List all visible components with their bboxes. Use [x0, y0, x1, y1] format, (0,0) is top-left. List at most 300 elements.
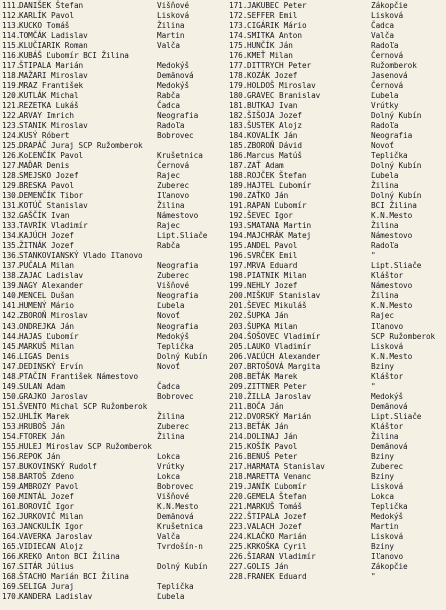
entry-number: 118. — [2, 71, 21, 81]
entry-number: 122. — [2, 111, 21, 121]
club-name: Neografia — [157, 111, 199, 121]
entry-number: 207. — [229, 361, 248, 371]
participant-name: HARMATA Stanislav — [247, 461, 325, 471]
club-name: Dolný Kubín — [157, 561, 208, 571]
club-name: Kláštor — [371, 271, 404, 281]
club-name: Neografia — [371, 131, 413, 141]
entry-number: 169. — [2, 581, 21, 591]
list-item — [0, 452, 228, 462]
entry-number: 227. — [229, 561, 248, 571]
club-name: Lisková — [157, 11, 190, 21]
participant-name: LAUKO Vladimír — [247, 341, 312, 351]
list-item — [0, 11, 228, 21]
participant-name: SITÁR Július — [19, 561, 74, 571]
list-item — [229, 251, 446, 261]
entry-number: 164. — [2, 531, 21, 541]
entry-number: 140. — [2, 291, 21, 301]
participant-name: ŠTIPALA Jozef — [247, 511, 307, 521]
participant-name: CIGÁRIK Mário — [247, 21, 307, 31]
list-item — [0, 362, 228, 372]
participant-name: JAKUBEC Peter — [247, 1, 307, 10]
club-name: Námestovo — [157, 211, 199, 221]
club-name: Demänová — [371, 441, 408, 451]
list-item — [229, 101, 446, 111]
club-name: Lisková — [371, 481, 404, 491]
club-name: Bziny — [371, 361, 394, 371]
club-name: Lipt.Sliače — [157, 231, 208, 241]
participant-name: MAŽARI Miroslav — [19, 71, 88, 81]
participant-name: KAJÚCH Jozef — [19, 231, 74, 241]
participant-name: JANÍK Ľubomír — [247, 481, 307, 491]
participant-name: KUSÝ Róbert — [19, 131, 70, 141]
list-item — [0, 291, 228, 301]
club-name: Zuberec — [371, 461, 404, 471]
participant-name: GRAJKO Jaroslav — [19, 391, 88, 401]
list-item — [229, 231, 446, 241]
club-name: Radoľa — [371, 41, 399, 51]
list-item — [0, 81, 228, 91]
participant-name: JANCKULÍK Igor — [19, 521, 84, 531]
club-name: Tvrdošín-n — [157, 541, 203, 551]
participant-name: BEŤÁK Ján — [247, 421, 289, 431]
participant-name: UHLÍK Marek — [19, 411, 70, 421]
list-item — [229, 111, 446, 121]
entry-number: 152. — [2, 411, 21, 421]
participant-name: DANIŠEK Štefan — [19, 1, 84, 10]
club-name: Dolný Kubín — [371, 191, 422, 201]
club-name: Višňové — [157, 491, 190, 501]
list-item — [0, 71, 228, 81]
entry-number: 179. — [229, 81, 248, 91]
participant-name: KLAČKO Marián — [247, 531, 307, 541]
participant-name: GOLIS Ján — [247, 561, 289, 571]
club-name: " — [371, 571, 376, 581]
list-item — [229, 472, 446, 482]
club-name: Zákopčie — [371, 1, 408, 10]
entry-number: 199. — [229, 281, 248, 291]
club-name: Námestovo — [371, 281, 413, 291]
list-item — [0, 161, 228, 171]
club-name: Čadca — [371, 21, 394, 31]
list-item — [0, 382, 228, 392]
entry-number: 160. — [2, 491, 21, 501]
entry-number: 200. — [229, 291, 248, 301]
list-item — [229, 542, 446, 552]
participant-name: BARTOŠ Zdeno — [19, 471, 74, 481]
list-item — [229, 271, 446, 281]
club-name: Námestovo — [371, 231, 413, 241]
list-item — [229, 71, 446, 81]
entry-number: 162. — [2, 511, 21, 521]
participant-name: ŽILLA Jaroslav — [247, 391, 312, 401]
list-item — [0, 241, 228, 251]
entry-number: 185. — [229, 141, 248, 151]
participant-name: BOČA Ján — [247, 401, 284, 411]
entry-number: 146. — [2, 351, 21, 361]
list-item — [0, 251, 228, 261]
club-name: Neografia — [157, 291, 199, 301]
participant-name: SMEJSKO Jozef — [19, 171, 79, 181]
participant-name: ANDEL Pavol — [247, 241, 298, 251]
list-item — [0, 342, 228, 352]
list-item — [229, 11, 446, 21]
club-name: Rajec — [157, 171, 180, 181]
club-name: Demänová — [371, 401, 408, 411]
entry-number: 177. — [229, 61, 248, 71]
entry-number: 151. — [2, 401, 21, 411]
participant-name: KRKOŠKA Cyril — [247, 541, 307, 551]
participant-name: DITTRYCH Peter — [247, 61, 312, 71]
club-name: K.N.Mesto — [157, 501, 199, 511]
club-name: Krušetnica — [157, 521, 203, 531]
entry-number: 138. — [2, 271, 21, 281]
list-item — [0, 101, 228, 111]
list-item — [229, 91, 446, 101]
list-item — [0, 281, 228, 291]
club-name: Zákopčie — [371, 561, 408, 571]
entry-number: 206. — [229, 351, 248, 361]
list-item — [229, 221, 446, 231]
participant-name: SULAN Adam — [19, 381, 65, 391]
list-item — [229, 291, 446, 301]
club-name: Zuberec — [157, 421, 190, 431]
entry-number: 143. — [2, 321, 21, 331]
entry-number: 226. — [229, 551, 248, 561]
entry-number: 121. — [2, 101, 21, 111]
club-name: Ľubela — [157, 591, 185, 601]
list-item — [0, 121, 228, 131]
entry-number: 209. — [229, 381, 248, 391]
list-item — [0, 592, 228, 602]
entry-number: 182. — [229, 111, 248, 121]
entry-number: 163. — [2, 521, 21, 531]
club-name: Medokýš — [371, 511, 404, 521]
club-name: Radoľa — [371, 241, 399, 251]
list-item — [0, 322, 228, 332]
list-item — [229, 141, 446, 151]
participant-name: BENUŠ Peter — [247, 451, 298, 461]
entry-number: 219. — [229, 481, 248, 491]
entry-number: 112. — [2, 11, 21, 21]
club-name: Žilina — [157, 21, 185, 31]
participant-name: GEMELA Štefan — [247, 491, 307, 501]
club-name: Lisková — [371, 11, 404, 21]
club-name: Neografia — [157, 261, 199, 271]
list-item — [0, 141, 228, 151]
entry-number: 216. — [229, 451, 248, 461]
entry-number: 125. — [2, 141, 21, 151]
list-item — [229, 61, 446, 71]
participant-name: KUTLÁK Michal — [19, 91, 79, 101]
club-name: BCI Žilina — [371, 201, 417, 211]
participant-name: ŠIARAN Vladimír — [247, 551, 316, 561]
participant-name: AMBROZY Pavol — [19, 481, 79, 491]
club-name: Valča — [157, 41, 180, 51]
participant-name: ŠUPKA Milan — [247, 321, 298, 331]
participant-name: BOROVIČ Igor — [19, 501, 74, 511]
participant-name: PTAČIN František Námestovo — [19, 371, 139, 381]
list-item — [229, 492, 446, 502]
list-item — [229, 432, 446, 442]
list-item — [0, 422, 228, 432]
entry-number: 195. — [229, 241, 248, 251]
participant-name: REZETKA Lukáš — [19, 101, 79, 111]
list-item — [0, 51, 228, 61]
list-item — [0, 392, 228, 402]
list-item — [0, 492, 228, 502]
entry-number: 153. — [2, 421, 21, 431]
participant-name: KLUČIARIK Roman — [19, 41, 88, 51]
club-name: Rajec — [371, 311, 394, 321]
entry-number: 124. — [2, 131, 21, 141]
list-item — [229, 281, 446, 291]
list-item — [229, 131, 446, 141]
participant-name: MENCEL Dušan — [19, 291, 74, 301]
list-item — [229, 402, 446, 412]
club-name: Medokýš — [371, 391, 404, 401]
list-item — [229, 51, 446, 61]
participant-name: HOLDOŠ Miroslav — [247, 81, 316, 91]
list-item — [0, 41, 228, 51]
participant-name: ŠIŠOJA Jozef — [247, 111, 302, 121]
entry-number: 114. — [2, 31, 21, 41]
participant-name: BUTKAJ Ivan — [247, 101, 298, 111]
entry-number: 224. — [229, 531, 248, 541]
list-item — [229, 552, 446, 562]
entry-number: 137. — [2, 261, 21, 271]
entry-number: 192. — [229, 211, 248, 221]
club-name: Iľanovo — [371, 551, 404, 561]
participant-name: PIATNIK Milan — [247, 271, 307, 281]
entry-number: 181. — [229, 101, 248, 111]
club-name: SCP Ružomberok — [371, 331, 436, 341]
participant-name: REPOK Ján — [19, 451, 61, 461]
list-item — [0, 261, 228, 271]
list-item — [0, 562, 228, 572]
participant-name: JURKOVIČ Milan — [19, 511, 84, 521]
club-name: Bziny — [371, 451, 394, 461]
club-name: Novoť — [371, 141, 394, 151]
entry-number: 145. — [2, 341, 21, 351]
list-item — [0, 151, 228, 161]
club-name: Ľubela — [157, 301, 185, 311]
list-item — [0, 171, 228, 181]
club-name: Bobrovec — [157, 391, 194, 401]
club-name: Teplička — [371, 151, 408, 161]
entry-number: 119. — [2, 81, 21, 91]
club-name: Teplička — [157, 341, 194, 351]
list-item — [0, 332, 228, 342]
participant-name: GRAVEC Branislav — [247, 91, 321, 101]
club-name: Jasenová — [371, 71, 408, 81]
entry-number: 171. — [229, 1, 248, 10]
entry-number: 223. — [229, 521, 248, 531]
list-item — [229, 452, 446, 462]
list-item — [0, 91, 228, 101]
list-item — [0, 61, 228, 71]
participant-name: VAĽÚCH Alexander — [247, 351, 321, 361]
list-item — [0, 111, 228, 121]
club-name: Černová — [371, 81, 404, 91]
club-name: Čadca — [157, 101, 180, 111]
participant-name: DEMENČÍK Tibor — [19, 191, 84, 201]
left-column — [0, 1, 228, 602]
list-item — [229, 181, 446, 191]
participant-name: HAJAS Ľubomír — [19, 331, 79, 341]
entry-number: 126. — [2, 151, 21, 161]
participant-name: VALACH Jozef — [247, 521, 302, 531]
entry-number: 161. — [2, 501, 21, 511]
list-item — [0, 21, 228, 31]
participant-name: MIŠKUF Stanislav — [247, 291, 321, 301]
entry-number: 117. — [2, 61, 21, 71]
participant-name: SMATANA Martin — [247, 221, 312, 231]
entry-number: 212. — [229, 411, 248, 421]
club-name: Radoľa — [157, 121, 185, 131]
list-item — [229, 502, 446, 512]
entry-number: 222. — [229, 511, 248, 521]
entry-number: 196. — [229, 251, 248, 261]
entry-number: 203. — [229, 321, 248, 331]
participant-name: ZAJAC Ladislav — [19, 271, 84, 281]
participant-name: Marcus Matúš — [247, 151, 302, 161]
list-item — [229, 161, 446, 171]
list-item — [229, 342, 446, 352]
entry-number: 190. — [229, 191, 248, 201]
club-name: Bziny — [371, 471, 394, 481]
club-name: Žilina — [157, 431, 185, 441]
list-item — [229, 362, 446, 372]
participant-name: ZAŤ Adam — [247, 161, 284, 171]
list-item — [0, 542, 228, 552]
club-name: Iľanovo — [157, 191, 190, 201]
entry-number: 141. — [2, 301, 21, 311]
participant-name: ŽITNÁK Jozef — [19, 241, 74, 251]
list-item — [0, 572, 228, 582]
participant-name: ŠEVEC Igor — [247, 211, 293, 221]
participant-name: HRUBOŠ Ján — [19, 421, 65, 431]
entry-number: 178. — [229, 71, 248, 81]
club-name: Zuberec — [157, 181, 190, 191]
participant-name: PUČALA Milan — [19, 261, 74, 271]
list-item — [229, 512, 446, 522]
right-column — [229, 1, 446, 582]
participant-name: SMITKA Anton — [247, 31, 302, 41]
club-name: Radoľa — [371, 121, 399, 131]
entry-number: 198. — [229, 271, 248, 281]
list-item — [0, 131, 228, 141]
list-item — [229, 572, 446, 582]
list-item — [229, 151, 446, 161]
entry-number: 165. — [2, 541, 21, 551]
club-name: " — [371, 381, 376, 391]
club-name: K.N.Mesto — [371, 351, 413, 361]
entry-number: 183. — [229, 121, 248, 131]
entry-number: 186. — [229, 151, 248, 161]
entry-number: 150. — [2, 391, 21, 401]
entry-number: 166. — [2, 551, 21, 561]
entry-number: 172. — [229, 11, 248, 21]
entry-number: 213. — [229, 421, 248, 431]
club-name: Rajec — [157, 221, 180, 231]
club-name: Višňové — [157, 281, 190, 291]
list-item — [0, 31, 228, 41]
participant-name: DRAPÁČ Juraj SCP Ružomberok — [19, 141, 143, 151]
club-name: Iľanovo — [371, 321, 404, 331]
participant-name: MAĎAR Denis — [19, 161, 70, 171]
entry-number: 214. — [229, 431, 248, 441]
entry-number: 168. — [2, 571, 21, 581]
participant-name: SEFFER Emil — [247, 11, 298, 21]
list-item — [229, 482, 446, 492]
participant-name: KOTÚČ Stanislav — [19, 201, 88, 211]
club-name: Ružomberok — [371, 61, 417, 71]
participant-name: ONDREJKA Ján — [19, 321, 74, 331]
club-name: Martin — [157, 31, 185, 41]
entry-number: 180. — [229, 91, 248, 101]
participant-name: GAŠČÍK Ivan — [19, 211, 70, 221]
list-item — [0, 582, 228, 592]
club-name: Žilina — [157, 411, 185, 421]
participant-name: KUCKO Tomáš — [19, 21, 70, 31]
participant-name: DVORSKÝ Marián — [247, 411, 312, 421]
club-name: Medokýš — [157, 61, 190, 71]
participant-name: MARKUŠ Milan — [19, 341, 74, 351]
club-name: Valča — [157, 531, 180, 541]
entry-number: 187. — [229, 161, 248, 171]
list-item — [0, 1, 228, 11]
club-name: Žilina — [371, 431, 399, 441]
participant-name: KOVALÍK Ján — [247, 131, 298, 141]
club-name: Teplička — [157, 581, 194, 591]
club-name: Valča — [371, 31, 394, 41]
club-name: Čadca — [157, 381, 180, 391]
entry-number: 184. — [229, 131, 248, 141]
entry-number: 132. — [2, 211, 21, 221]
club-name: K.N.Mesto — [371, 301, 413, 311]
entry-number: 197. — [229, 261, 248, 271]
list-item — [229, 1, 446, 11]
list-item — [229, 31, 446, 41]
club-name: K.N.Mesto — [371, 211, 413, 221]
entry-number: 225. — [229, 541, 248, 551]
list-item — [229, 201, 446, 211]
entry-number: 135. — [2, 241, 21, 251]
entry-number: 175. — [229, 41, 248, 51]
entry-number: 170. — [2, 591, 21, 601]
list-item — [0, 432, 228, 442]
club-name: Dolný Kubín — [157, 351, 208, 361]
list-item — [229, 121, 446, 131]
list-item — [229, 462, 446, 472]
entry-number: 220. — [229, 491, 248, 501]
list-item — [0, 482, 228, 492]
entry-number: 127. — [2, 161, 21, 171]
entry-number: 116. — [2, 51, 21, 61]
participant-name: VAVERKA Jaroslav — [19, 531, 93, 541]
entry-number: 217. — [229, 461, 248, 471]
participant-name: KOŠÍK Pavol — [247, 441, 298, 451]
entry-number: 115. — [2, 41, 21, 51]
entry-number: 204. — [229, 331, 248, 341]
participant-name: ŠTIPALA Marián — [19, 61, 84, 71]
club-name: Medokýš — [157, 331, 190, 341]
club-name: Martin — [371, 521, 399, 531]
participant-name: KMEŤ Milan — [247, 51, 293, 61]
list-item — [229, 352, 446, 362]
club-name: Žilina — [371, 291, 399, 301]
club-name: Zuberec — [157, 271, 190, 281]
